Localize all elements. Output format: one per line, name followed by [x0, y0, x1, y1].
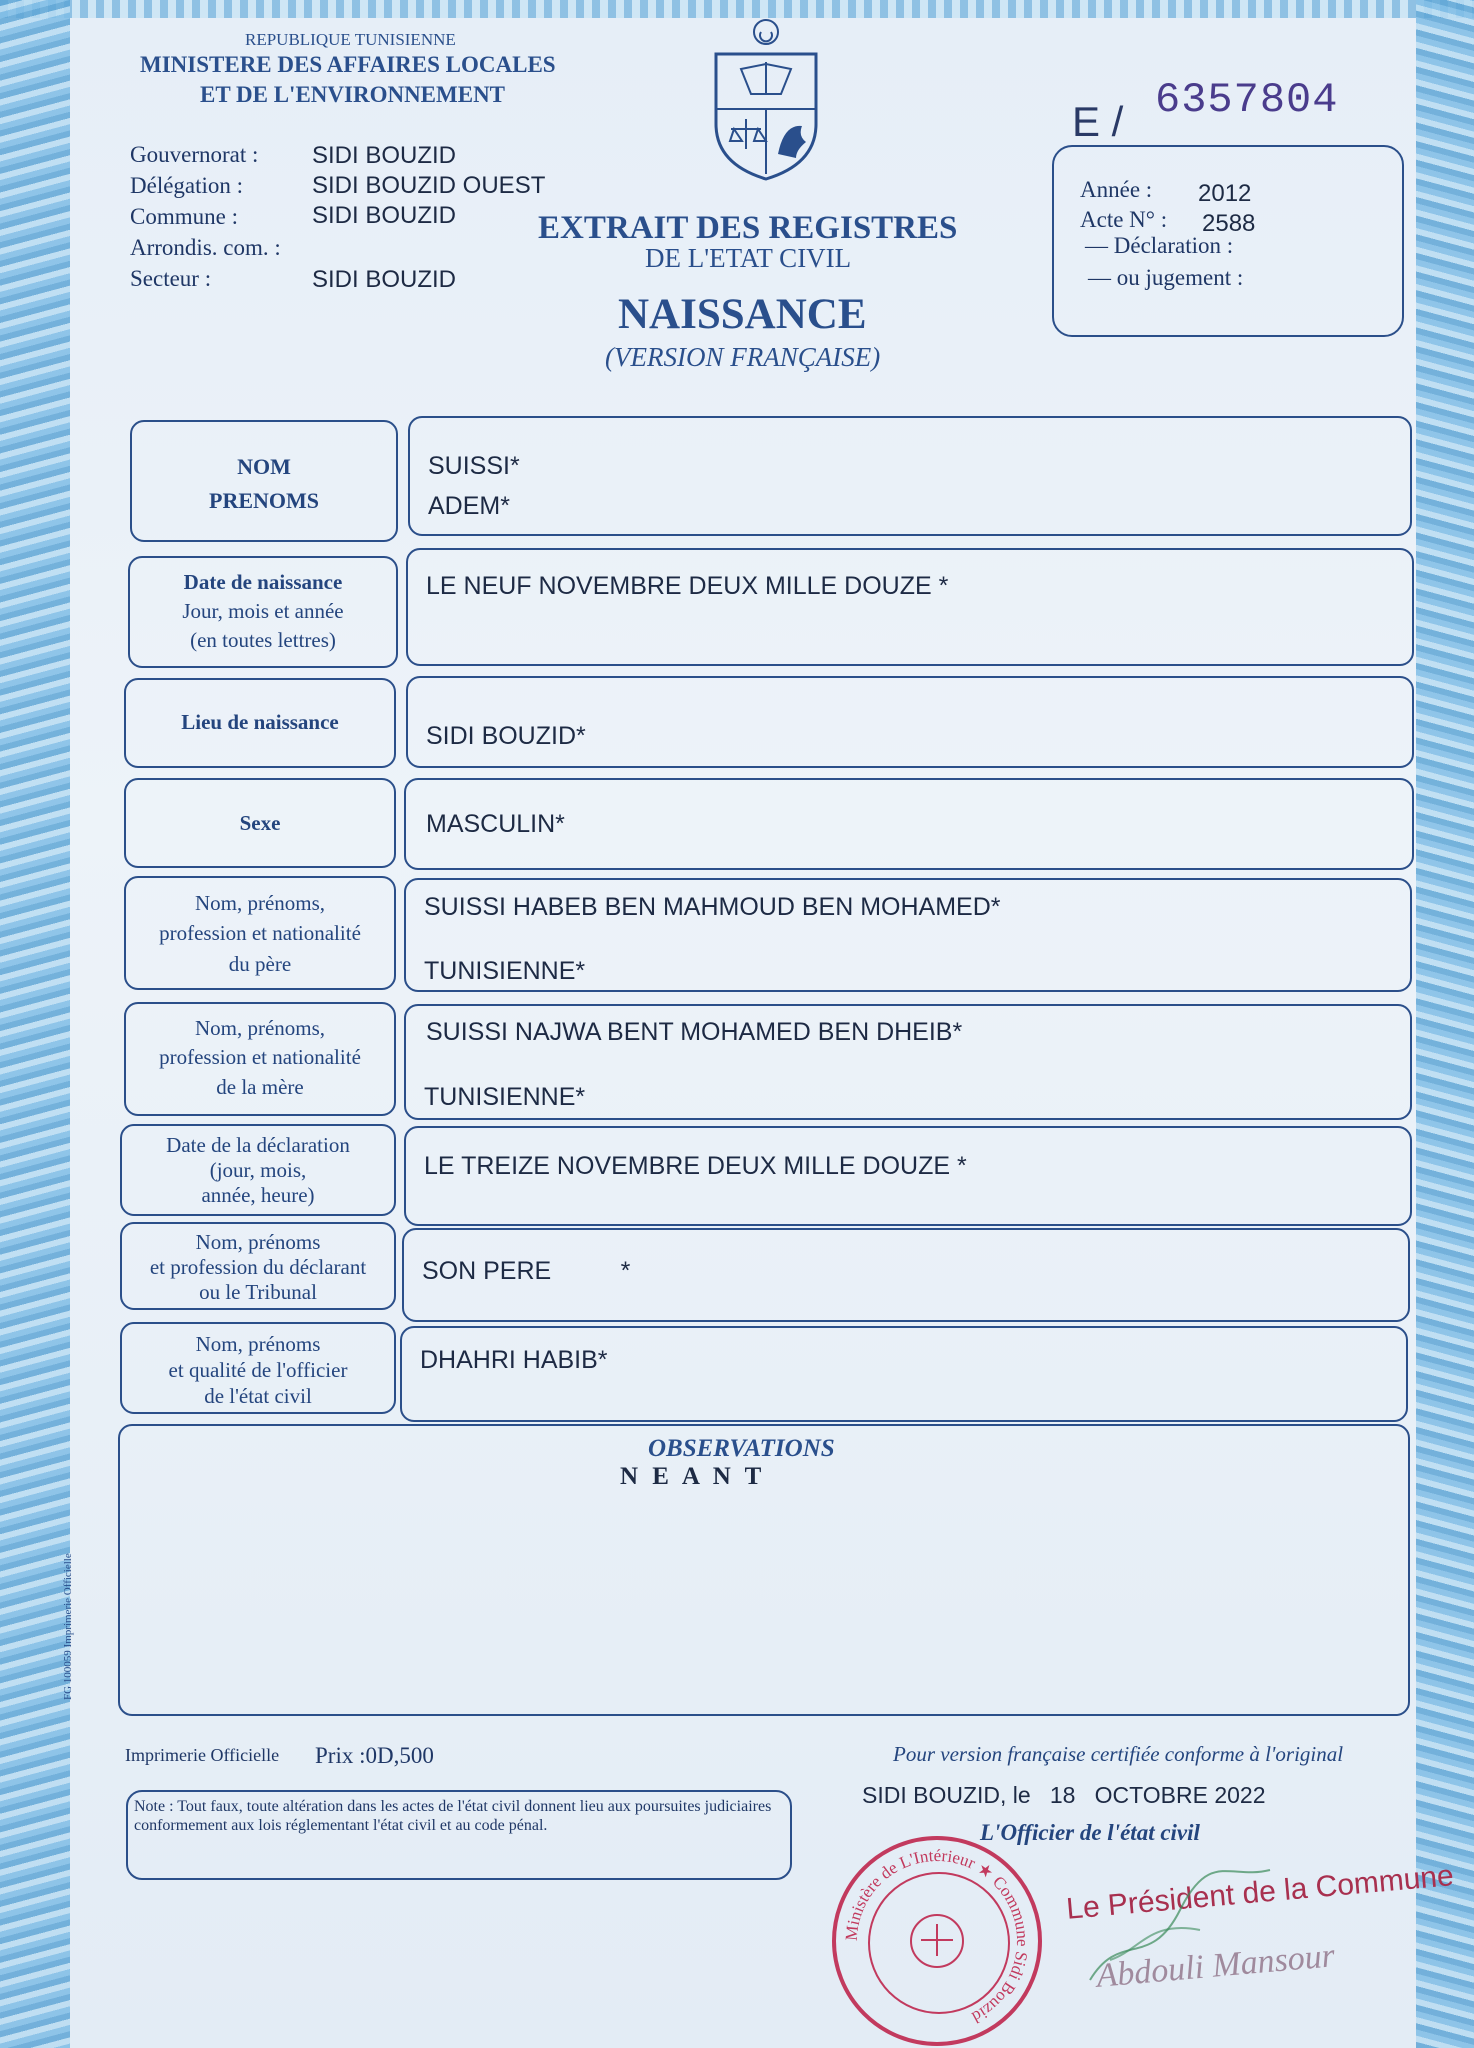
dob-label-title: Date de naissance	[183, 570, 343, 594]
sexe-value: MASCULIN*	[426, 810, 565, 838]
arrondissement-label: Arrondis. com. :	[130, 235, 281, 260]
commune-label: Commune :	[130, 204, 238, 229]
delegation-label: Délégation :	[130, 173, 244, 198]
pere-label-3: du père	[228, 952, 292, 976]
acte-value: 2588	[1202, 210, 1256, 237]
mere-label-1: Nom, prénoms,	[194, 1016, 326, 1040]
tunisia-coat-of-arms-icon	[706, 14, 826, 184]
declarant-value: SON PERE *	[422, 1257, 631, 1285]
lieu-value: SIDI BOUZID*	[426, 722, 586, 750]
pere-nationality-value: TUNISIENNE*	[424, 957, 586, 985]
signature-scribble-icon	[1080, 1860, 1280, 2000]
declarant-label-2: et profession du déclarant	[149, 1255, 367, 1279]
acte-label: Acte N° :	[1080, 207, 1168, 232]
gouvernorat-label: Gouvernorat :	[130, 142, 259, 167]
pere-name-value: SUISSI HABEB BEN MAHMOUD BEN MOHAMED*	[424, 893, 1001, 921]
dob-label-sub2: (en toutes lettres)	[190, 628, 336, 652]
declarant-label-3: ou le Tribunal	[199, 1280, 317, 1304]
observations-label: OBSERVATIONS	[648, 1435, 835, 1462]
declaration-date-label-2: (jour, mois,	[209, 1158, 307, 1182]
title-line1: EXTRAIT DES REGISTRES	[538, 210, 958, 246]
republic-label: REPUBLIQUE TUNISIENNE	[245, 30, 456, 49]
decorative-border-right	[1416, 0, 1474, 2048]
mere-name-value: SUISSI NAJWA BENT MOHAMED BEN DHEIB*	[426, 1018, 963, 1046]
officier-label-3: de l'état civil	[204, 1384, 312, 1408]
secteur-value: SIDI BOUZID	[312, 266, 457, 293]
decorative-border-left	[0, 0, 70, 2048]
observations-value: N E A N T	[620, 1463, 766, 1490]
sexe-label: Sexe	[239, 811, 281, 835]
title-line2: DE L'ETAT CIVIL	[645, 243, 852, 273]
ministry-line1: MINISTERE DES AFFAIRES LOCALES	[140, 52, 556, 77]
stamp-text: Ministère de L'Intérieur ★ Commune Sidi Bouzid	[841, 1845, 1033, 2027]
stamp-text-ring	[836, 1840, 1038, 2042]
declaration-date-label-1: Date de la déclaration	[166, 1133, 350, 1157]
officier-value: DHAHRI HABIB*	[420, 1346, 608, 1374]
pere-label-2: profession et nationalité	[159, 921, 361, 945]
annee-value: 2012	[1198, 180, 1252, 207]
serial-number: 6357804	[1155, 76, 1339, 124]
pere-label-1: Nom, prénoms,	[194, 891, 326, 915]
official-stamp	[832, 1836, 1042, 2046]
officier-label-1: Nom, prénoms	[195, 1332, 321, 1356]
jugement-label: — ou jugement :	[1088, 265, 1244, 290]
prenoms-label: PRENOMS	[209, 488, 319, 513]
signature-name: Abdouli Mansour	[1095, 1937, 1337, 1995]
certification-text: Pour version française certifiée conforme à l'original	[893, 1742, 1344, 1766]
side-print: FG 100059 Imprimerie Officielle	[62, 1553, 74, 1700]
mere-nationality-value: TUNISIENNE*	[424, 1083, 586, 1111]
mere-label-2: profession et nationalité	[159, 1045, 361, 1069]
dob-value: LE NEUF NOVEMBRE DEUX MILLE DOUZE *	[426, 572, 949, 600]
officier-signature-label: L'Officier de l'état civil	[980, 1820, 1200, 1845]
nom-label-box	[130, 420, 398, 542]
nom-value-box	[408, 416, 1412, 536]
commune-value: SIDI BOUZID	[312, 202, 457, 229]
nom-label: NOM	[237, 454, 291, 479]
dob-label-sub1: Jour, mois et année	[182, 599, 344, 623]
mere-label-3: de la mère	[216, 1075, 304, 1099]
serial-prefix: E /	[1072, 98, 1124, 145]
declaration-date-value: LE TREIZE NOVEMBRE DEUX MILLE DOUZE *	[424, 1152, 967, 1180]
lieu-label: Lieu de naissance	[181, 710, 339, 734]
declarant-label-1: Nom, prénoms	[195, 1230, 321, 1254]
prenoms-value: ADEM*	[428, 492, 510, 520]
ministry-line2: ET DE L'ENVIRONNEMENT	[200, 82, 506, 107]
place-date-value: SIDI BOUZID, le 18 OCTOBRE 2022	[862, 1782, 1266, 1808]
president-stamp: Le Président de la Commune	[1065, 1859, 1455, 1926]
gouvernorat-value: SIDI BOUZID	[312, 142, 457, 169]
dob-value-box	[406, 548, 1414, 666]
declaration-label: — Déclaration :	[1085, 233, 1234, 258]
declaration-date-label-3: année, heure)	[201, 1183, 315, 1207]
secteur-label: Secteur :	[130, 266, 212, 291]
imprimerie-label: Imprimerie Officielle	[125, 1745, 280, 1765]
note-text: Note : Tout faux, toute altération dans les actes de l'état civil donnent lieu aux poursuites judiciaires conformement aux lois réglementant l'état civil et au code pénal.	[134, 1798, 772, 1834]
prix-label: Prix :0D,500	[315, 1743, 434, 1768]
officier-label-2: et qualité de l'officier	[168, 1358, 348, 1382]
title-main: NAISSANCE	[618, 291, 867, 338]
nom-value: SUISSI*	[428, 452, 520, 480]
title-version: (VERSION FRANÇAISE)	[605, 342, 881, 372]
annee-label: Année :	[1080, 177, 1153, 202]
delegation-value: SIDI BOUZID OUEST	[312, 172, 546, 199]
